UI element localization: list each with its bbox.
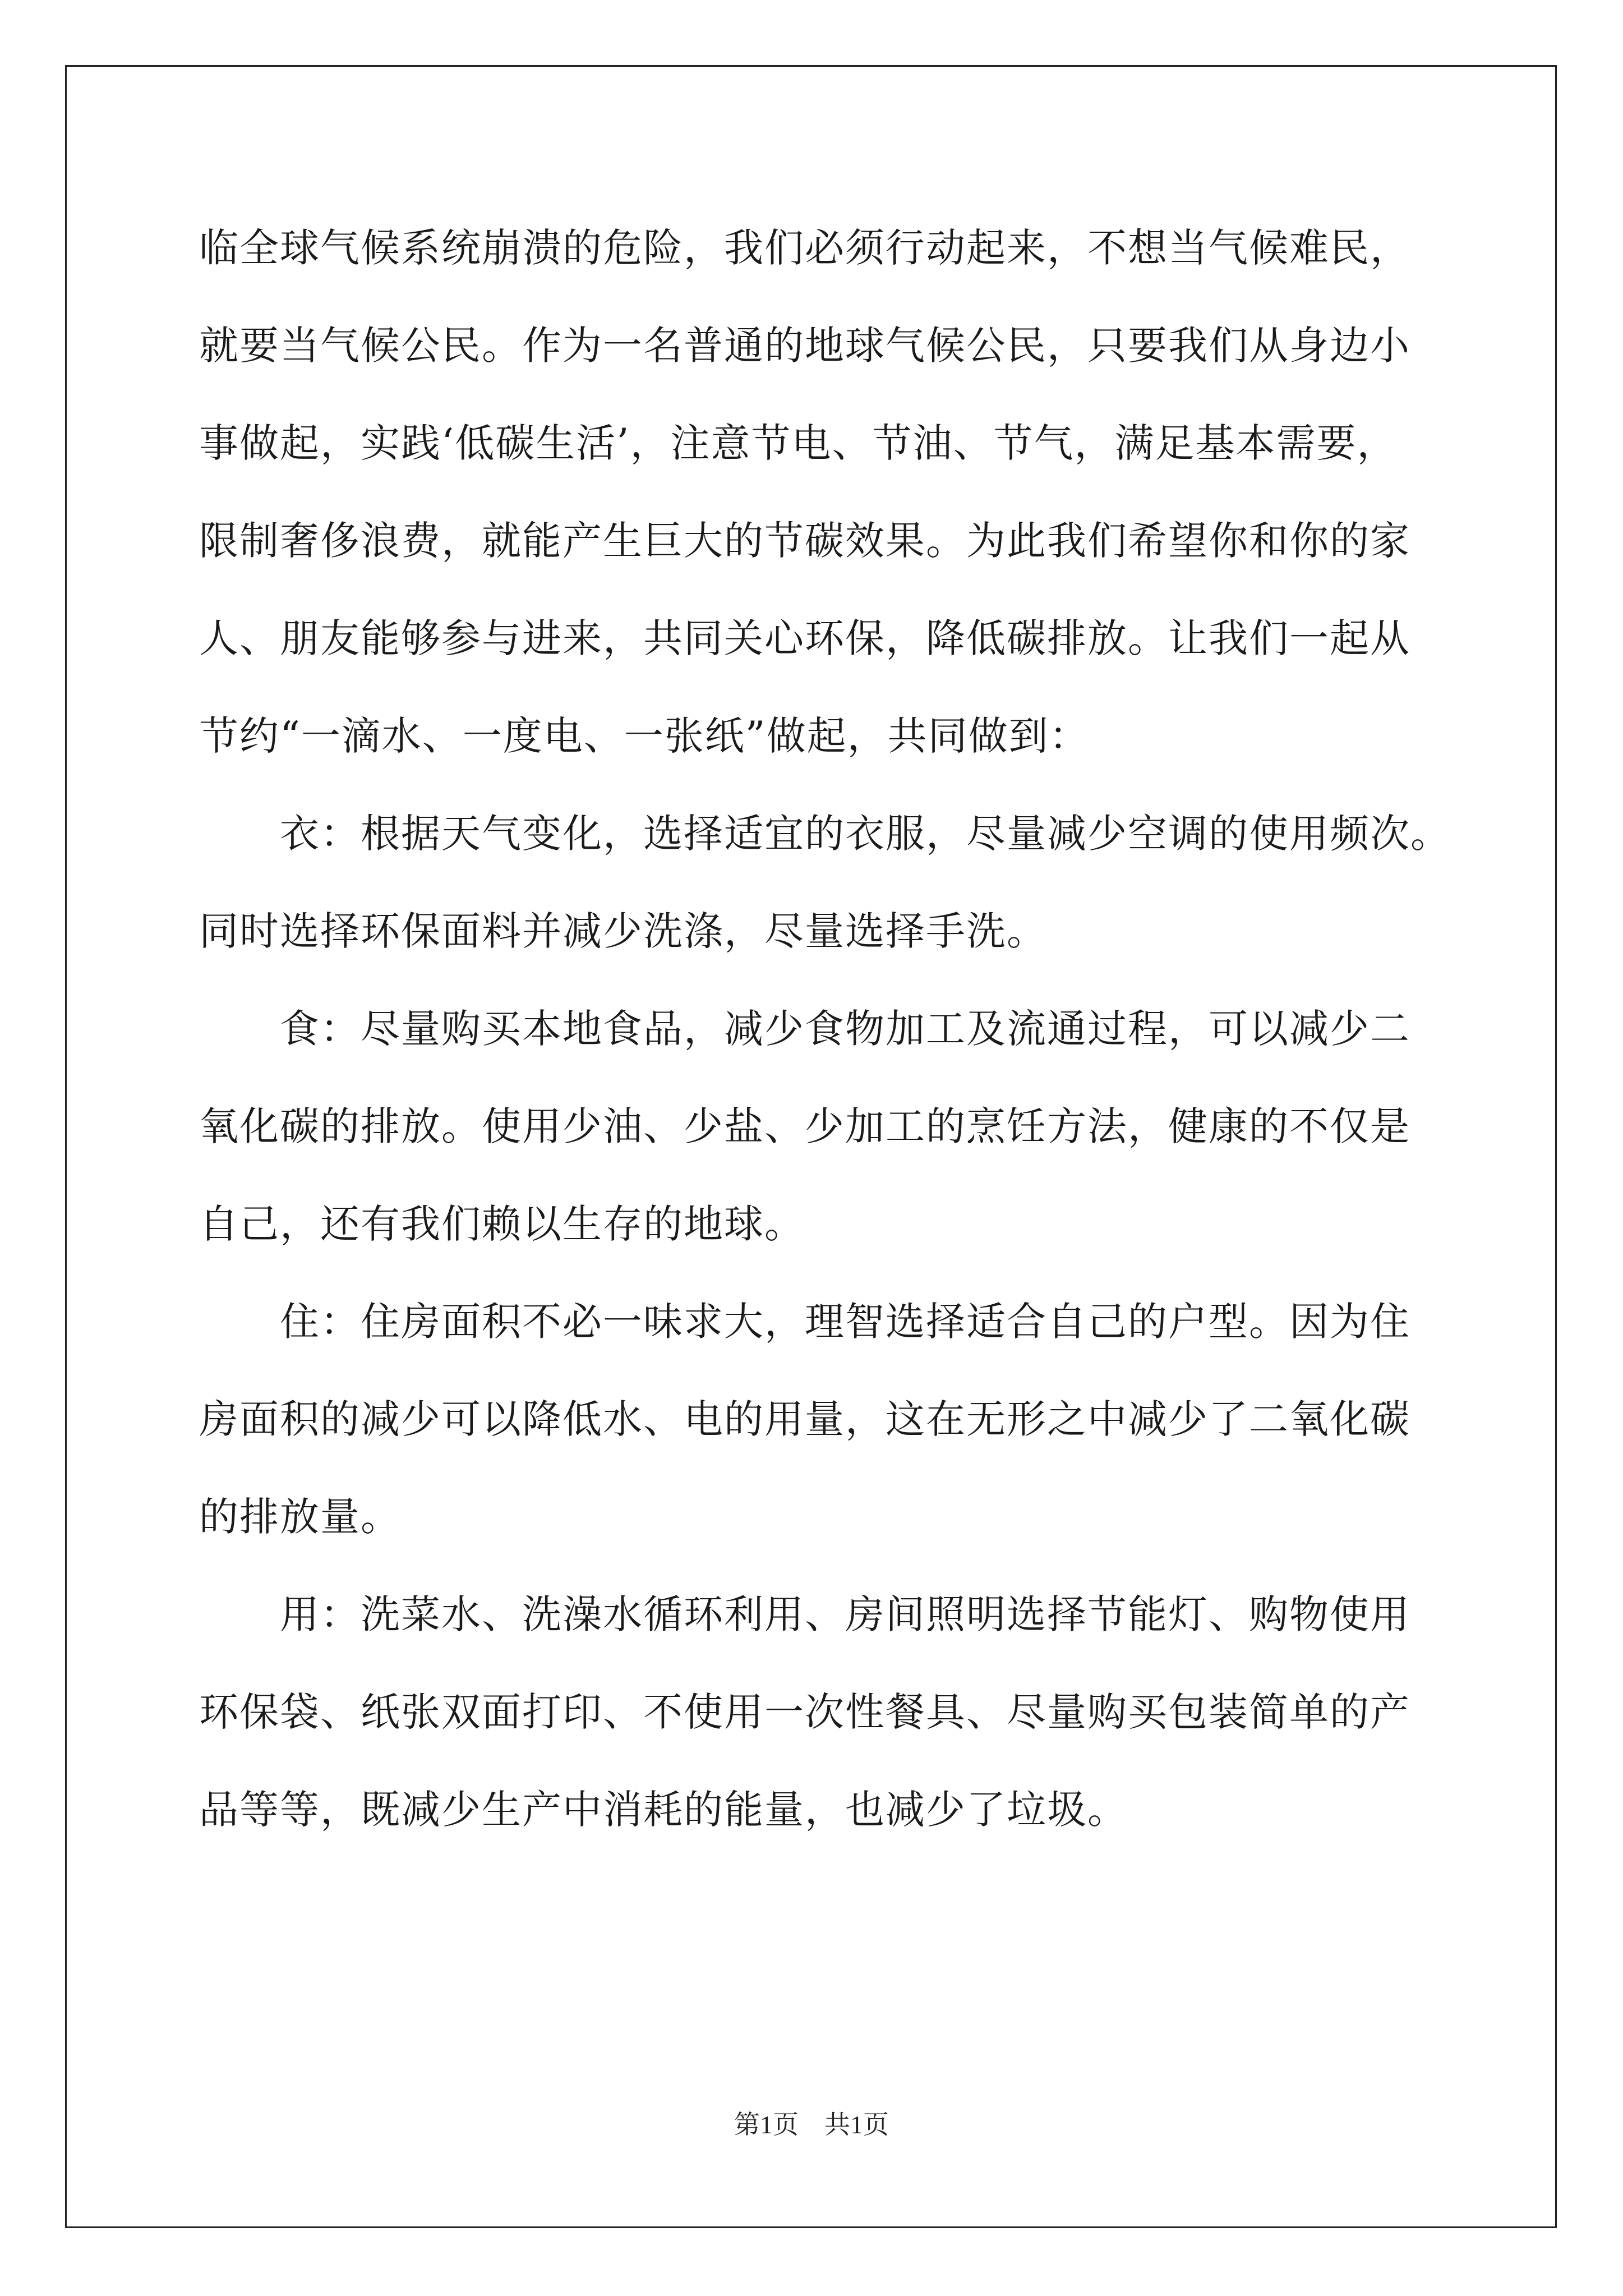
- text-line: 同时选择环保面料并减少洗涤，尽量选择手洗。: [199, 908, 1047, 954]
- text-line: 的排放量。: [199, 1494, 401, 1540]
- text-line: 食：尽量购买本地食品，减少食物加工及流通过程，可以减少二: [199, 1006, 1410, 1052]
- document-body: [199, 199, 1451, 1858]
- page-number: 第1页 共1页: [734, 2110, 889, 2139]
- page-footer: [0, 2108, 1623, 2142]
- text-line: 人、朋友能够参与进来，共同关心环保，降低碳排放。让我们一起从: [199, 615, 1410, 661]
- text-line: 限制奢侈浪费，就能产生巨大的节碳效果。为此我们希望你和你的家: [199, 518, 1410, 564]
- text-line: 就要当气候公民。作为一名普通的地球气候公民，只要我们从身边小: [199, 323, 1410, 369]
- text-line: 临全球气候系统崩溃的危险，我们必须行动起来，不想当气候难民，: [199, 225, 1410, 271]
- text-line: 氧化碳的排放。使用少油、少盐、少加工的烹饪方法，健康的不仅是: [199, 1103, 1410, 1149]
- text-line: 住：住房面积不必一味求大，理智选择适合自己的户型。因为住: [199, 1299, 1410, 1345]
- text-line: 房面积的减少可以降低水、电的用量，这在无形之中减少了二氧化碳: [199, 1396, 1410, 1442]
- text-line: 品等等，既减少生产中消耗的能量，也减少了垃圾。: [199, 1787, 1128, 1833]
- text-line: 自己，还有我们赖以生存的地球。: [199, 1201, 805, 1247]
- text-line: 事做起，实践‘低碳生活’，注意节电、节油、节气，满足基本需要，: [199, 420, 1398, 466]
- text-line: 衣：根据天气变化，选择适宜的衣服，尽量减少空调的使用频次。: [199, 811, 1451, 857]
- text-line: 环保袋、纸张双面打印、不使用一次性餐具、尽量购买包装简单的产: [199, 1689, 1410, 1735]
- text-line: 用：洗菜水、洗澡水循环利用、房间照明选择节能灯、购物使用: [199, 1591, 1410, 1637]
- text-line: 节约“一滴水、一度电、一张纸”做起，共同做到：: [199, 713, 1090, 759]
